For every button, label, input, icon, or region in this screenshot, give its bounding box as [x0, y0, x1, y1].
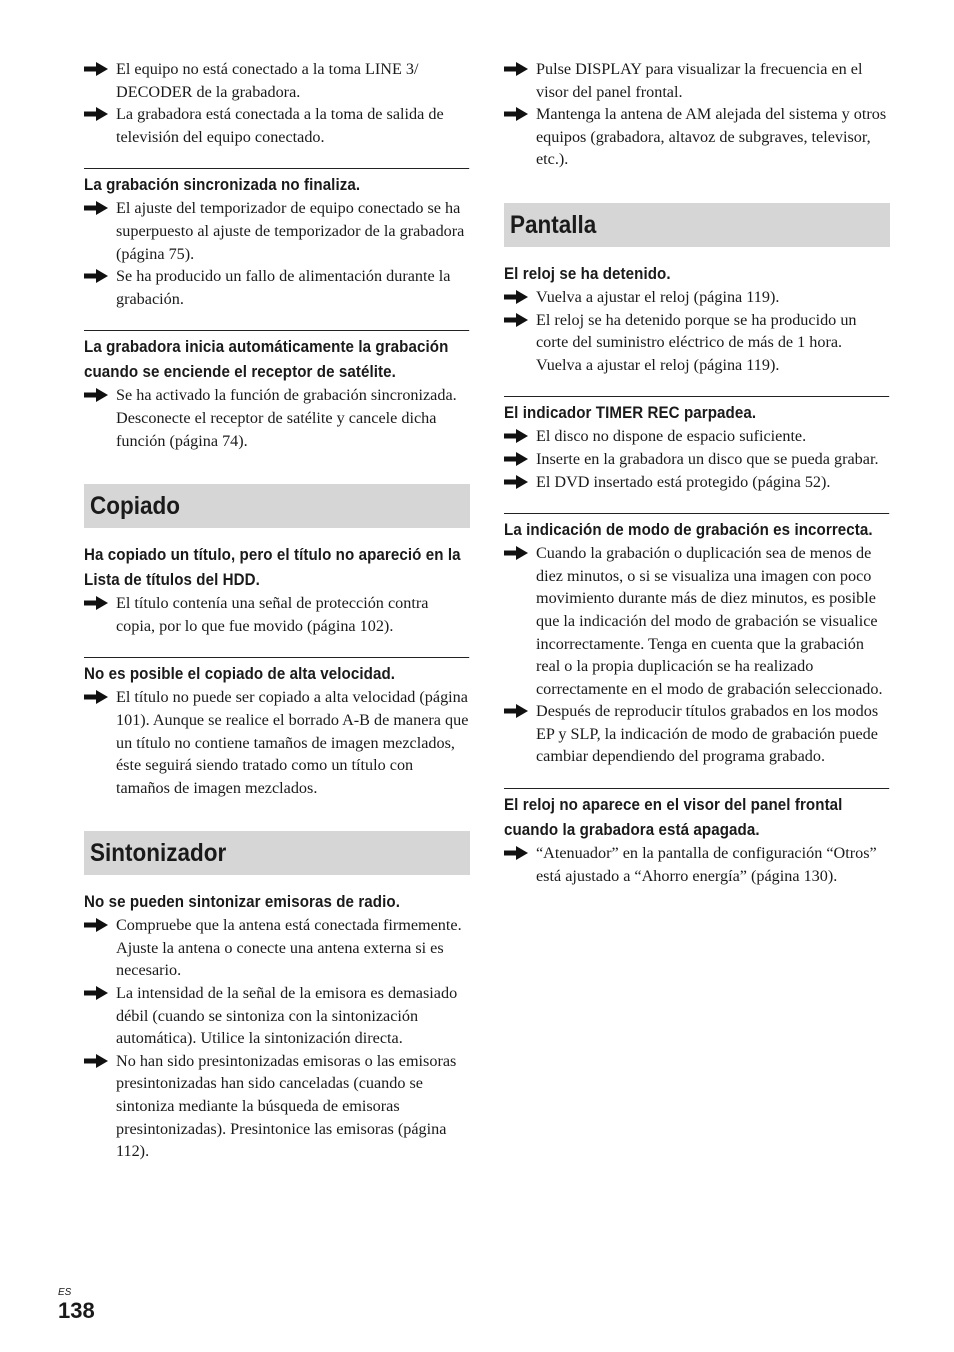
list-item: Vuelva a ajustar el reloj (página 119).	[504, 286, 890, 309]
list-item: Pulse DISPLAY para visualizar la frecuencia en el visor del panel frontal.	[504, 58, 890, 103]
section-title-sintonizador: Sintonizador	[84, 831, 470, 875]
list-item: El disco no dispone de espacio suficiente.	[504, 425, 890, 448]
list-item: La grabadora está conectada a la toma de salida de televisión del equipo conectado.	[84, 103, 470, 148]
arrow-right-icon	[84, 986, 108, 1000]
page-number: 138	[58, 1298, 95, 1323]
subheading-reloj-visor: El reloj no aparece en el visor del panel frontal cuando la grabadora está apagada.	[504, 788, 890, 842]
list-item: El reloj se ha detenido porque se ha producido un corte del suministro eléctrico de más de 1 hora. Vuelva a ajustar el reloj (página 119).	[504, 309, 890, 377]
subheading-titulo-hdd: Ha copiado un título, pero el título no apareció en la Lista de títulos del HDD.	[84, 545, 461, 590]
arrow-right-icon	[504, 546, 528, 560]
arrow-right-icon	[504, 290, 528, 304]
list-item: Cuando la grabación o duplicación sea de menos de diez minutos, o si se visualiza una imagen con poco movimiento durante más de diez minutos, es posible que la indicación del modo de grabación se visualice incorrectamente. Tenga en cuenta que la grabación real o la propia duplicación se ha realizado correctamente en el modo de grabación seleccionado.	[504, 542, 890, 700]
arrow-right-icon	[84, 918, 108, 932]
arrow-right-icon	[84, 107, 108, 121]
arrow-right-icon	[504, 313, 528, 327]
arrow-right-icon	[84, 596, 108, 610]
arrow-right-icon	[504, 429, 528, 443]
list-item: Inserte en la grabadora un disco que se pueda grabar.	[504, 448, 890, 471]
section-title-copiado: Copiado	[84, 484, 470, 528]
list-item: El equipo no está conectado a la toma LINE 3/ DECODER de la grabadora.	[84, 58, 470, 103]
list-item: “Atenuador” en la pantalla de configuración “Otros” está ajustado a “Ahorro energía” (página 130).	[504, 842, 890, 887]
subheading-grabacion-sincronizada: La grabación sincronizada no finaliza.	[84, 168, 470, 197]
list-item: Después de reproducir títulos grabados en los modos EP y SLP, la indicación de modo de grabación puede cambiar dependiendo del programa grabado.	[504, 700, 890, 768]
list-item: Se ha producido un fallo de alimentación durante la grabación.	[84, 265, 470, 310]
arrow-right-icon	[84, 388, 108, 402]
list-item: La intensidad de la señal de la emisora es demasiado débil (cuando se sintoniza con la sintonización automática). Utilice la sintonización directa.	[84, 982, 470, 1050]
language-label: ES	[58, 1287, 72, 1298]
left-column	[84, 58, 470, 1163]
list-item: Compruebe que la antena está conectada firmemente. Ajuste la antena o conecte una antena externa si es necesario.	[84, 914, 470, 982]
list-item: El título contenía una señal de protección contra copia, por lo que fue movido (página 102).	[84, 592, 470, 637]
arrow-right-icon	[84, 201, 108, 215]
list-item: No han sido presintonizadas emisoras o las emisoras presintonizadas han sido canceladas (cuando se sintoniza mediante la búsqueda de emisoras presintonizadas). Presintonice las emisoras (página 112).	[84, 1050, 470, 1163]
list-item: Mantenga la antena de AM alejada del sistema y otros equipos (grabadora, altavoz de subgraves, televisor, etc.).	[504, 103, 890, 171]
arrow-right-icon	[84, 1054, 108, 1068]
list-item: Se ha activado la función de grabación sincronizada. Desconecte el receptor de satélite y cancele dicha función (página 74).	[84, 384, 470, 452]
subheading-timer-rec: El indicador TIMER REC parpadea.	[504, 396, 890, 425]
arrow-right-icon	[504, 107, 528, 121]
subheading-reloj: El reloj se ha detenido.	[504, 263, 671, 283]
arrow-right-icon	[504, 62, 528, 76]
subheading-radio: No se pueden sintonizar emisoras de radio.	[84, 892, 400, 912]
arrow-right-icon	[84, 269, 108, 283]
right-column	[504, 58, 890, 887]
subheading-grabacion-automatica: La grabadora inicia automáticamente la grabación cuando se enciende el receptor de satélite.	[84, 330, 470, 384]
arrow-right-icon	[504, 475, 528, 489]
list-item: El título no puede ser copiado a alta velocidad (página 101). Aunque se realice el borrado A-B de manera que un título no contiene tamaños de imagen mezclados, éste seguirá siendo tratado como un título con tamaños de imagen mezclados.	[84, 686, 470, 799]
arrow-right-icon	[504, 704, 528, 718]
arrow-right-icon	[84, 62, 108, 76]
list-item: El ajuste del temporizador de equipo conectado se ha superpuesto al ajuste de temporizador de la grabadora (página 75).	[84, 197, 470, 265]
subheading-alta-velocidad: No es posible el copiado de alta velocidad.	[84, 657, 470, 686]
arrow-right-icon	[504, 452, 528, 466]
section-title-pantalla: Pantalla	[504, 203, 890, 247]
arrow-right-icon	[84, 690, 108, 704]
list-item: El DVD insertado está protegido (página 52).	[504, 471, 890, 494]
arrow-right-icon	[504, 846, 528, 860]
subheading-modo-grabacion: La indicación de modo de grabación es incorrecta.	[504, 513, 890, 542]
